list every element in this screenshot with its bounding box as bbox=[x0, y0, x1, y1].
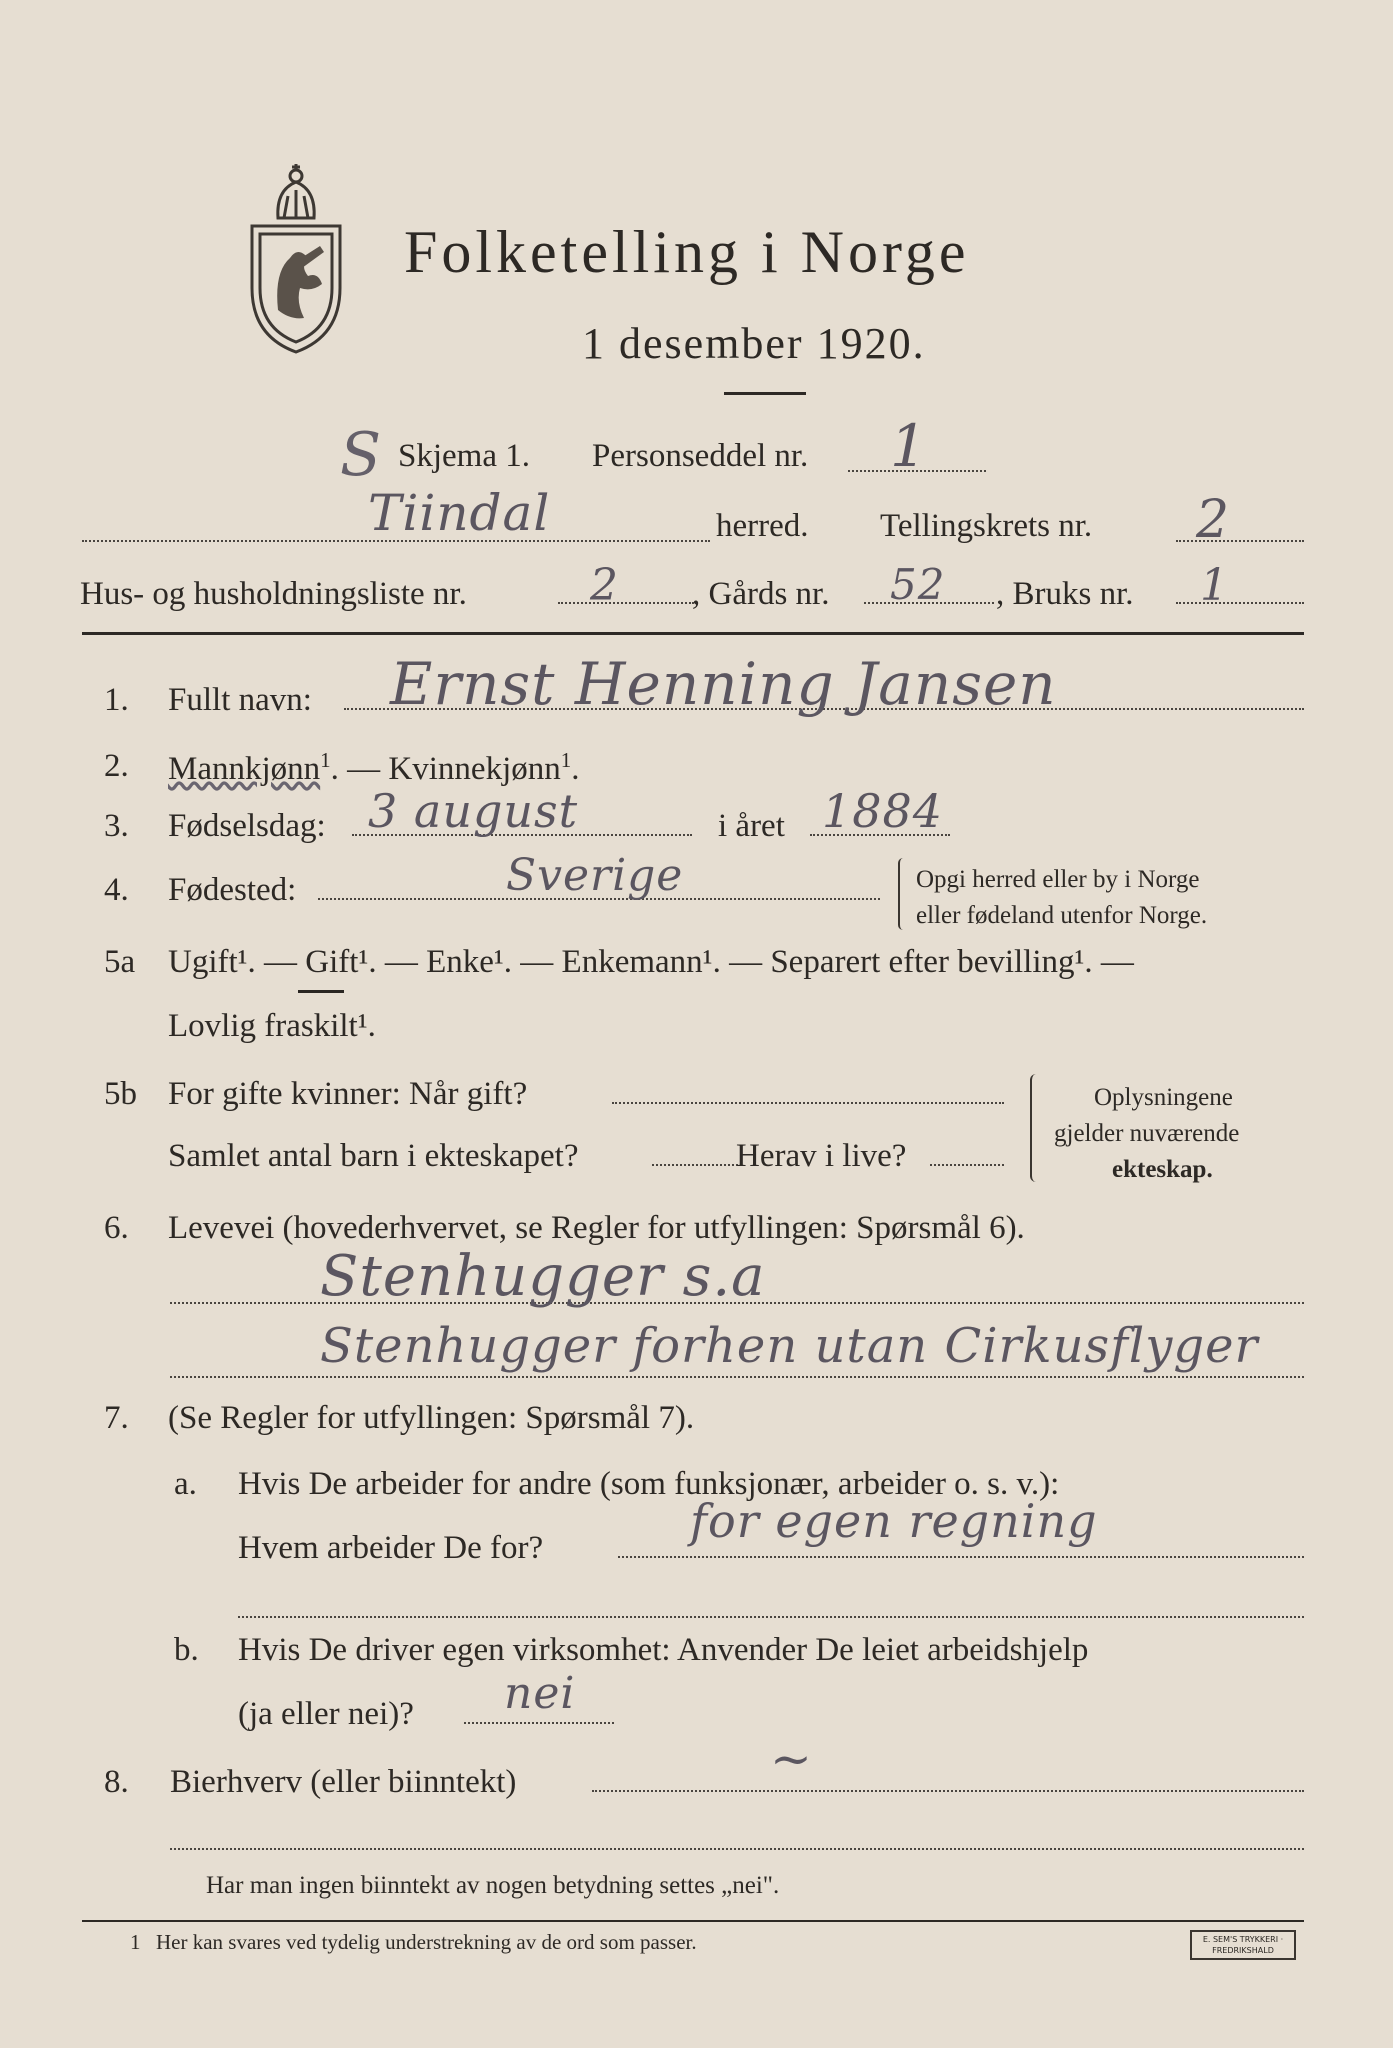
tellingskrets-label: Tellingskrets nr. bbox=[880, 508, 1093, 544]
male-option: Mannkjønn bbox=[168, 751, 321, 787]
side-income-note: Har man ingen biinntekt av nogen betydning settes „nei". bbox=[206, 1872, 780, 1899]
q7a-employer-label: Hvem arbeider De for? bbox=[238, 1530, 544, 1566]
q1-label: Fullt navn: bbox=[168, 682, 312, 718]
tellingskrets-value: 2 bbox=[1196, 490, 1231, 550]
hired-help-value: nei bbox=[504, 1668, 576, 1719]
q4-brace bbox=[898, 858, 908, 930]
bruks-value: 1 bbox=[1200, 560, 1229, 611]
herred-value: Tiindal bbox=[368, 484, 551, 542]
q5b-children-alive: Herav i live? bbox=[736, 1138, 907, 1174]
q7a-line-2 bbox=[238, 1616, 1304, 1618]
bruks-line bbox=[1176, 602, 1304, 604]
q4-note-2: eller fødeland utenfor Norge. bbox=[916, 902, 1208, 929]
full-name-value: Ernst Henning Jansen bbox=[390, 650, 1057, 718]
q4-note-1: Opgi herred eller by i Norge bbox=[916, 866, 1200, 893]
q7b-letter: b. bbox=[174, 1632, 199, 1668]
q7-label: (Se Regler for utfyllingen: Spørsmål 7). bbox=[168, 1400, 695, 1436]
q5b-line-3 bbox=[930, 1164, 1004, 1166]
gards-label: , Gårds nr. bbox=[692, 576, 830, 612]
marital-status-options: Ugift¹. — Gift¹. — Enke¹. — Enkemann¹. — Separert efter bevilling¹. — bbox=[168, 944, 1134, 980]
q7a-question: Hvis De arbeider for andre (som funksjonær, arbeider o. s. v.): bbox=[238, 1466, 1060, 1502]
occupation-value-2: Stenhugger forhen utan Cirkusflyger bbox=[320, 1318, 1259, 1374]
q7b-question: Hvis De driver egen virksomhet: Anvender De leiet arbeidshjelp bbox=[238, 1632, 1089, 1668]
q7-number: 7. bbox=[104, 1400, 129, 1436]
q6-line-2 bbox=[170, 1376, 1304, 1378]
q8-line-2 bbox=[170, 1848, 1304, 1850]
q3-number: 3. bbox=[104, 808, 129, 844]
footnote-text: Her kan svares ved tydelig understrekning av de ord som passer. bbox=[156, 1930, 697, 1954]
bruks-label: , Bruks nr. bbox=[996, 576, 1134, 612]
q5b-brace bbox=[1030, 1074, 1042, 1182]
q6-label: Levevei (hovederhvervet, se Regler for utfyllingen: Spørsmål 6). bbox=[168, 1210, 1025, 1246]
q5a-number: 5a bbox=[104, 944, 136, 980]
hus-line bbox=[558, 602, 694, 604]
footnote-divider bbox=[82, 1920, 1304, 1922]
hus-value: 2 bbox=[590, 560, 619, 611]
year-label: i året bbox=[718, 808, 785, 844]
q6-number: 6. bbox=[104, 1210, 129, 1246]
q7b-yes-no-label: (ja eller nei)? bbox=[238, 1696, 414, 1732]
q7a-line-1 bbox=[618, 1556, 1304, 1558]
gift-underline-mark bbox=[298, 986, 344, 993]
header-divider bbox=[82, 632, 1304, 635]
employer-value: for egen regning bbox=[690, 1494, 1098, 1548]
q5b-line-1 bbox=[612, 1102, 1004, 1104]
occupation-value-1: Stenhugger s.a bbox=[320, 1244, 766, 1309]
divorce-option: Lovlig fraskilt¹. bbox=[168, 1008, 376, 1044]
hus-label: Hus- og husholdningsliste nr. bbox=[80, 576, 467, 612]
birth-year-value: 1884 bbox=[822, 784, 944, 838]
q8-number: 8. bbox=[104, 1764, 129, 1800]
birthday-value: 3 august bbox=[368, 784, 579, 838]
title-divider bbox=[724, 392, 806, 395]
q3-label: Fødselsdag: bbox=[168, 808, 326, 844]
female-option: Kvinnekjønn bbox=[388, 751, 561, 787]
gards-value: 52 bbox=[890, 560, 946, 609]
q5b-note-1: Oplysningene bbox=[1094, 1084, 1233, 1111]
form-title: Folketelling i Norge bbox=[404, 219, 970, 285]
coat-of-arms-emblem bbox=[238, 160, 354, 360]
personseddel-label: Personseddel nr. bbox=[592, 438, 809, 474]
q8-line-1 bbox=[592, 1790, 1304, 1792]
q5b-children-total: Samlet antal barn i ekteskapet? bbox=[168, 1138, 579, 1174]
q2-end: . bbox=[571, 751, 580, 787]
footnote-mark: 1 bbox=[130, 1930, 141, 1954]
birthplace-value: Sverige bbox=[506, 850, 684, 901]
q4-label: Fødested: bbox=[168, 872, 297, 908]
q2-line: Mannkjønn$^1$. — Kvinnekjønn$^1$. bbox=[168, 748, 580, 787]
q2-number: 2. bbox=[104, 748, 129, 784]
skjema-label: Skjema 1. bbox=[398, 438, 530, 474]
q5b-number: 5b bbox=[104, 1076, 137, 1112]
side-income-value: ~ bbox=[770, 1730, 813, 1788]
q5b-note-3: ekteskap. bbox=[1112, 1156, 1213, 1183]
q2-separator: . — bbox=[330, 751, 389, 787]
q8-label: Bierhverv (eller biinntekt) bbox=[170, 1764, 517, 1800]
census-date: 1 desember 1920. bbox=[582, 319, 926, 368]
q7b-line bbox=[464, 1722, 614, 1724]
printer-stamp: E. SEM'S TRYKKERI · FREDRIKSHALD bbox=[1190, 1930, 1296, 1960]
q4-number: 4. bbox=[104, 872, 129, 908]
herred-label: herred. bbox=[716, 508, 809, 544]
personseddel-value: 1 bbox=[890, 412, 928, 480]
q1-number: 1. bbox=[104, 682, 129, 718]
q5b-note-2: gjelder nuværende bbox=[1054, 1120, 1240, 1147]
q7a-letter: a. bbox=[174, 1466, 197, 1502]
herred-pen-swirl: S bbox=[340, 420, 383, 490]
q5b-married-when: For gifte kvinner: Når gift? bbox=[168, 1076, 528, 1112]
q5b-line-2 bbox=[652, 1164, 738, 1166]
